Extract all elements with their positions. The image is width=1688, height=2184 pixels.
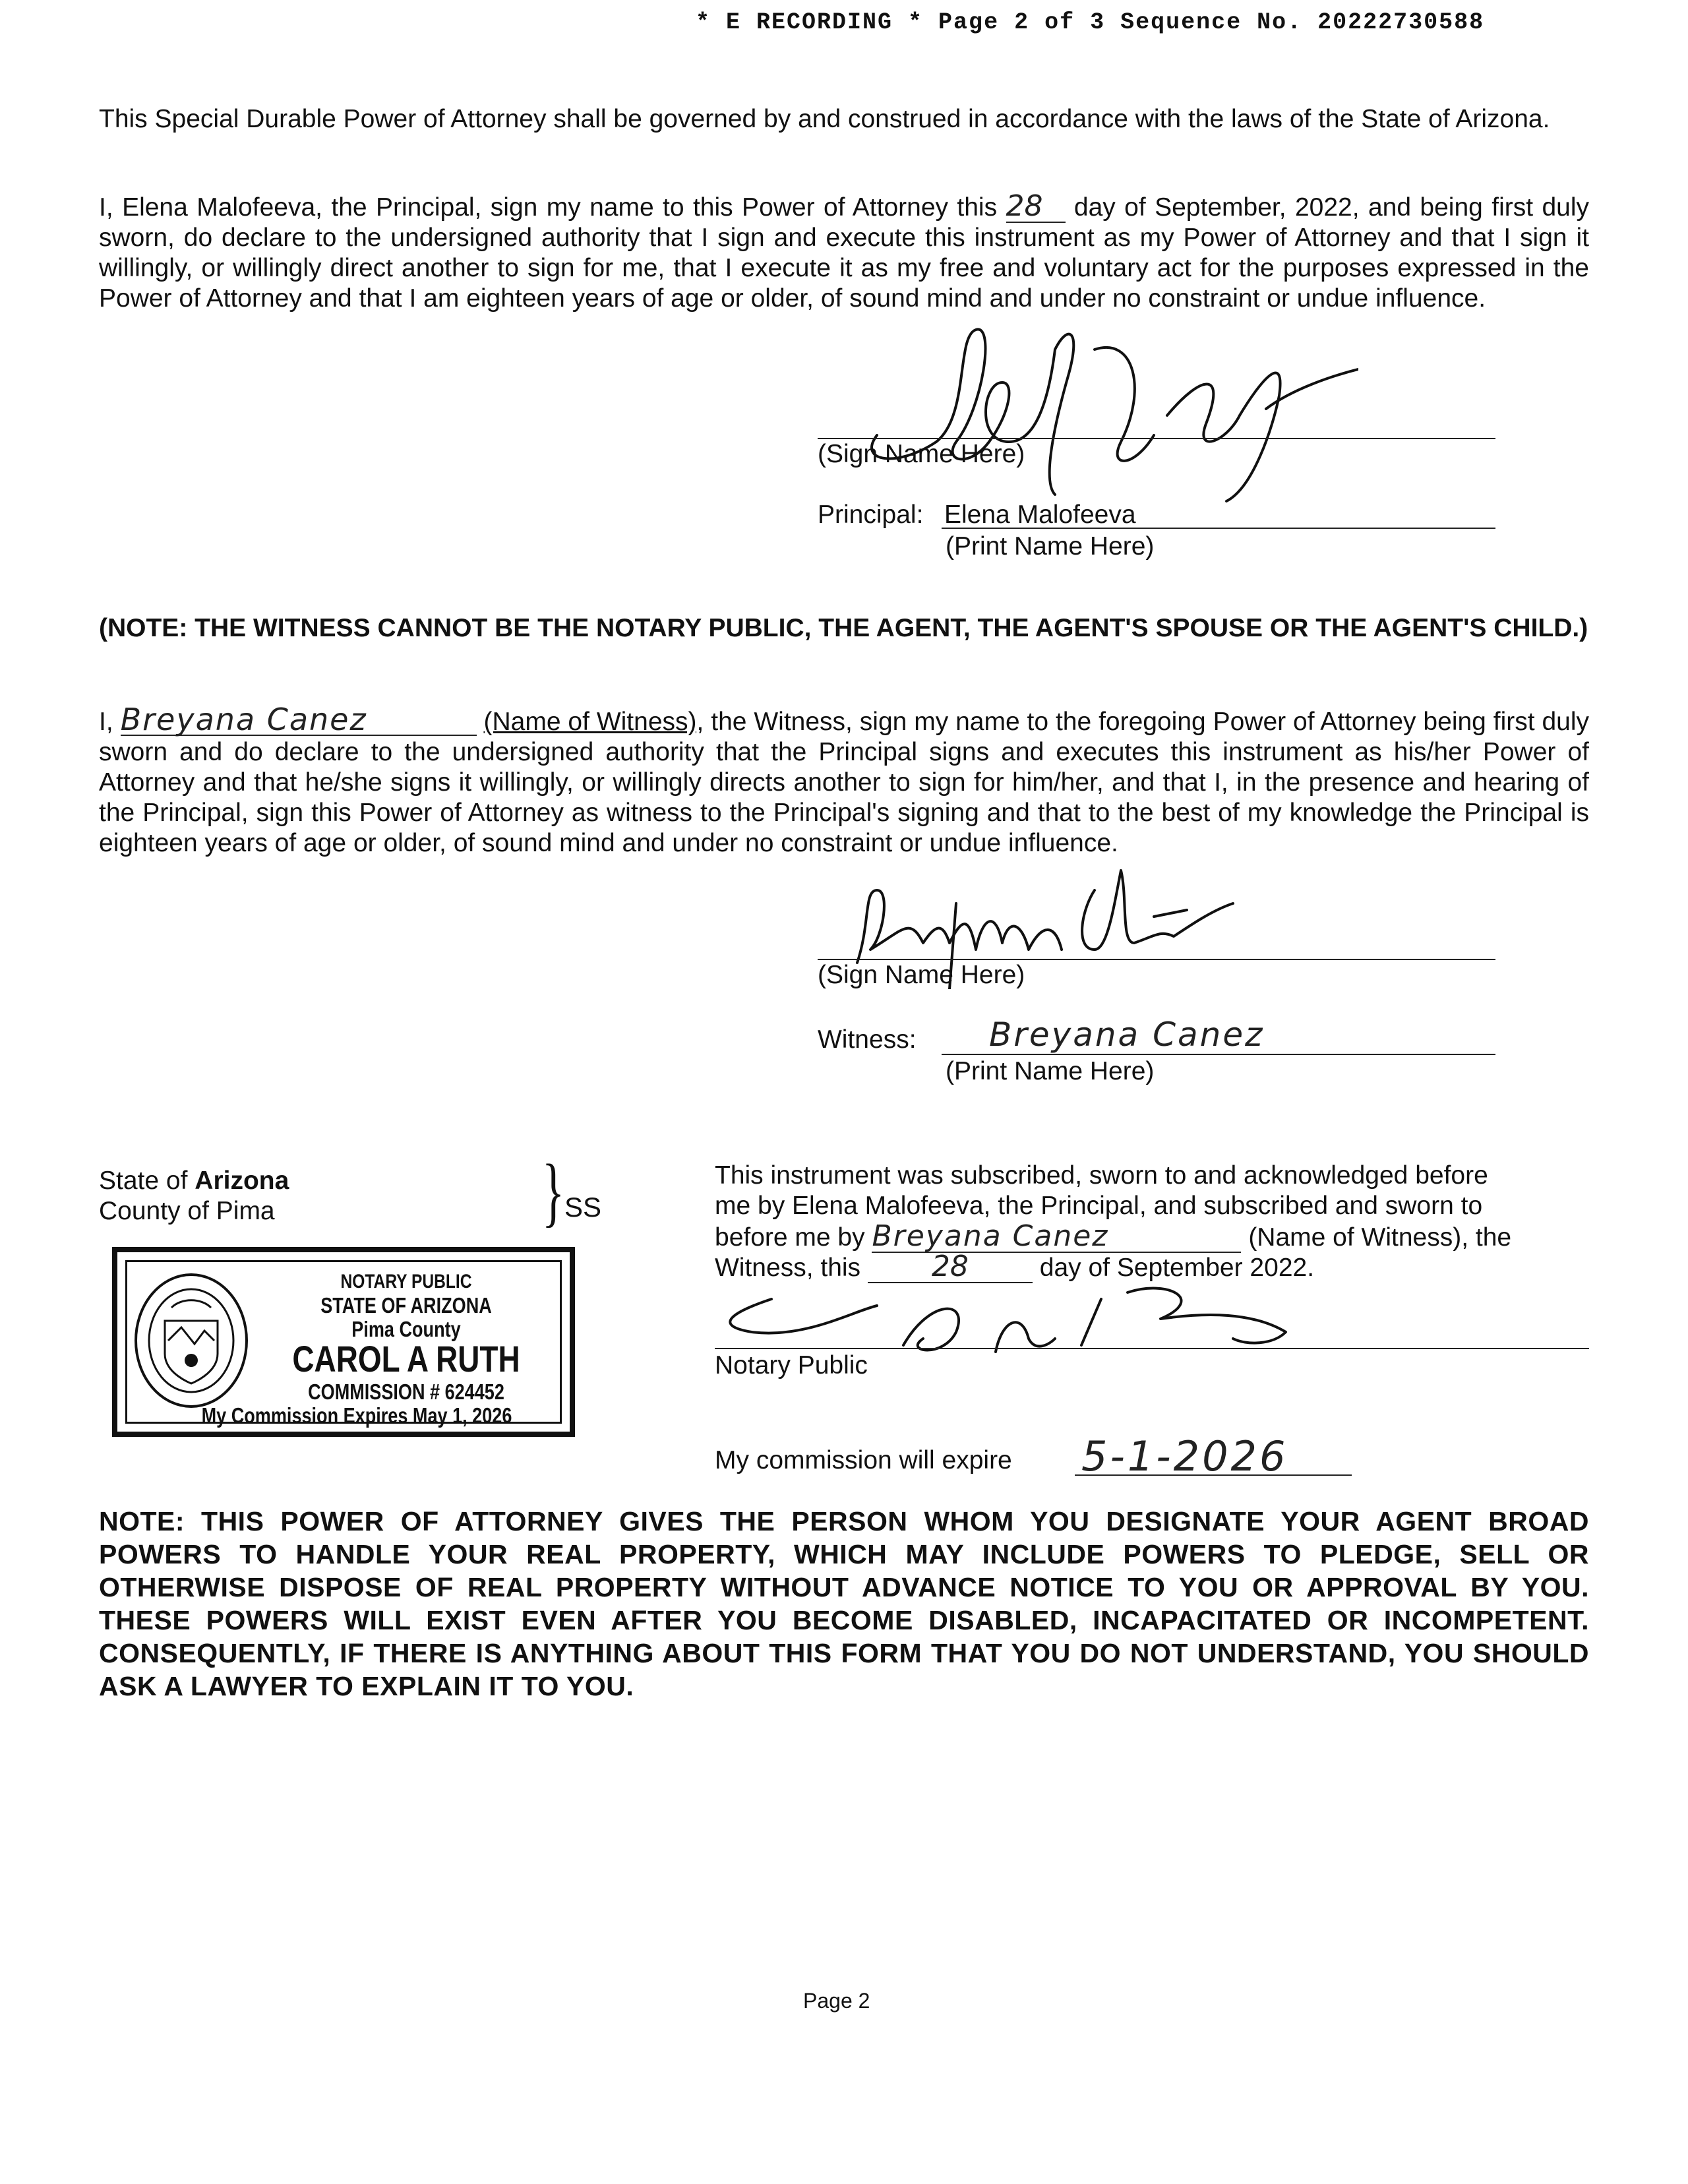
ack-line-3-suffix: (Name of Witness), the <box>1248 1223 1512 1252</box>
seal-state: STATE OF ARIZONA <box>320 1293 492 1318</box>
principal-print-line <box>942 528 1495 529</box>
witness-name-handwritten: Breyana Canez <box>121 704 477 736</box>
principal-day-handwritten: 28 <box>1006 191 1066 223</box>
principal-label: Principal: <box>818 501 924 529</box>
witness-name-label: (Name of Witness), <box>483 708 704 736</box>
seal-county: Pima County <box>351 1317 461 1341</box>
witness-label: Witness: <box>818 1025 917 1054</box>
principal-print-label: (Print Name Here) <box>946 532 1155 561</box>
witness-declaration <box>99 704 1589 859</box>
principal-signature <box>857 310 1358 508</box>
notary-signature-line <box>715 1348 1589 1349</box>
seal-title: NOTARY PUBLIC <box>340 1271 472 1292</box>
witness-print-line <box>942 1054 1495 1055</box>
ack-day-handwritten: 28 <box>868 1252 1033 1283</box>
venue-brace: } <box>542 1148 564 1234</box>
principal-declaration <box>99 191 1589 314</box>
venue-ss: SS <box>564 1192 602 1223</box>
notary-public-label: Notary Public <box>715 1351 868 1380</box>
seal-notary-name: CAROL A RUTH <box>292 1338 520 1380</box>
principal-declaration-body: day of September, 2022, and being first duly sworn, do declare to the undersigned authority that I sign and execute this instrument as my Power of Attorney and that I sign it willingly, or willingly direct another to sign for me, that I execute it as my free and voluntary act for the purposes expressed in the Power of Attorney and that I am eighteen years of age or older, of sound mind and under no constraint or undue influence. <box>99 193 1589 313</box>
venue-county: County of Pima <box>99 1197 275 1225</box>
recording-header: * E RECORDING * Page 2 of 3 Sequence No. 20222730588 <box>696 9 1485 36</box>
principal-printed-name: Elena Malofeeva <box>944 501 1136 529</box>
commission-date-handwritten: 5-1-2026 <box>1081 1432 1288 1480</box>
witness-declaration-prefix: I, <box>99 708 113 736</box>
ack-line-4-prefix: Witness, this <box>715 1254 861 1282</box>
witness-print-label: (Print Name Here) <box>946 1057 1155 1085</box>
commission-expire-label: My commission will expire <box>715 1446 1012 1474</box>
seal-commission: COMMISSION # 624452 <box>308 1380 504 1404</box>
venue-state-label: State of <box>99 1167 188 1195</box>
ack-line-4-suffix: day of September 2022. <box>1039 1254 1315 1282</box>
ack-line-1: This instrument was subscribed, sworn to and acknowledged before <box>715 1161 1488 1190</box>
ack-line-3-prefix: before me by <box>715 1223 865 1252</box>
witness-declaration-body: the Witness, sign my name to the foregoing Power of Attorney being first duly sworn and do declare to the undersigned authority that the Principal signs and executes this instrument as his/her Power of Attorney and that he/she signs it willingly, or willingly directs another to sign for him/her, and that I, in the presence and hearing of the Principal, sign this Power of Attorney as witness to the Principal's signing and that to the best of my knowledge the Principal is eighteen years of age or older, of sound mind and under no constraint or undue influence. <box>99 708 1590 857</box>
notary-seal <box>112 1247 575 1437</box>
seal-expiration: My Commission Expires May 1, 2026 <box>201 1403 512 1428</box>
ack-line-3 <box>715 1221 1511 1253</box>
witness-note: (NOTE: THE WITNESS CANNOT BE THE NOTARY PUBLIC, THE AGENT, THE AGENT'S SPOUSE OR THE AGENT'S CHILD.) <box>99 614 1588 642</box>
ack-witness-name-handwritten: Breyana Canez <box>872 1221 1241 1253</box>
principal-declaration-intro: I, Elena Malofeeva, the Principal, sign my name to this Power of Attorney this <box>99 193 998 222</box>
witness-sign-label: (Sign Name Here) <box>818 961 1025 989</box>
principal-sign-label: (Sign Name Here) <box>818 440 1025 468</box>
arizona-state-seal-icon <box>132 1268 251 1413</box>
witness-printed-name-handwritten: Breyana Canez <box>989 1016 1265 1054</box>
final-note: NOTE: THIS POWER OF ATTORNEY GIVES THE PERSON WHOM YOU DESIGNATE YOUR AGENT BROAD POWERS TO HANDLE YOUR REAL PROPERTY, WHICH MAY INCLUDE POWERS TO PLEDGE, SELL OR OTHERWISE DISPOSE OF REAL PROPERTY WITHOUT ADVANCE NOTICE TO YOU OR APPROVAL BY YOU. THESE POWERS WILL EXIST EVEN AFTER YOU BECOME DISABLED, INCAPACITATED OR INCOMPETENT. CONSEQUENTLY, IF THERE IS ANYTHING ABOUT THIS FORM THAT YOU DO NOT UNDERSTAND, YOU SHOULD ASK A LAWYER TO EXPLAIN IT TO YOU. <box>99 1506 1589 1701</box>
governing-clause: This Special Durable Power of Attorney shall be governed by and construed in accordance with the laws of the State of Arizona. <box>99 105 1550 133</box>
ack-line-2: me by Elena Malofeeva, the Principal, and subscribed and sworn to <box>715 1192 1483 1220</box>
page-number: Page 2 <box>803 1989 870 2013</box>
venue-state-name: Arizona <box>195 1167 289 1195</box>
venue-state <box>99 1166 289 1196</box>
